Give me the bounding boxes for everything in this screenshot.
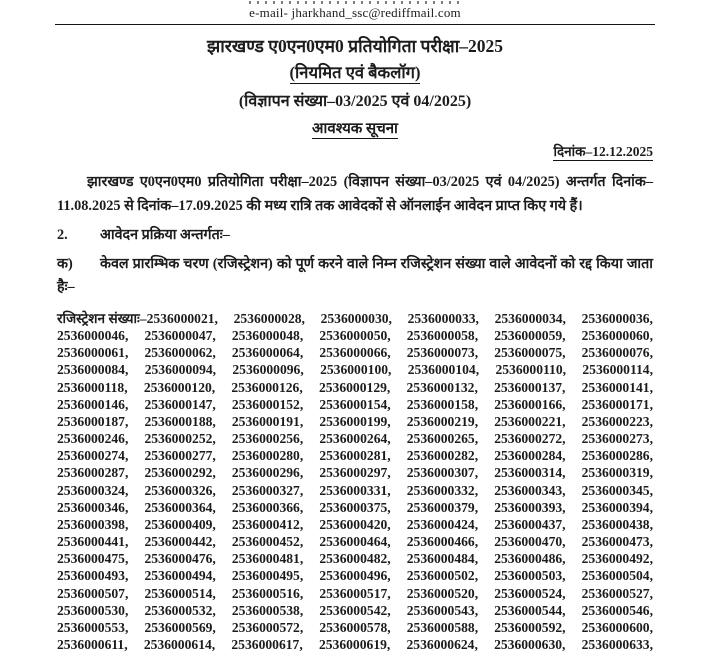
registration-number: 2536000412,: [231, 516, 304, 532]
cropped-top-line-fragment: [249, 1, 461, 4]
registration-number-row: [57, 533, 653, 550]
date-line-text: दिनांक–12.12.2025: [553, 144, 653, 159]
registration-number: 2536000438,: [581, 516, 653, 532]
registration-number: 2536000146,: [57, 396, 129, 412]
registration-number: 2536000252,: [144, 431, 216, 447]
registration-number: 2536000033,: [407, 311, 479, 326]
registration-number: 2536000476,: [144, 551, 216, 567]
header-divider: [55, 24, 655, 25]
registration-number: 2536000050,: [319, 328, 391, 344]
registration-number: 2536000280,: [231, 448, 304, 464]
registration-number: 2536000324,: [57, 482, 129, 498]
registration-number-row: [57, 379, 653, 396]
registration-number: 2536000452,: [231, 534, 304, 550]
registration-number: 2536000527,: [581, 585, 653, 601]
registration-number: 2536000104,: [407, 362, 480, 378]
registration-number-row: [57, 413, 653, 430]
registration-number: 2536000060,: [581, 328, 653, 344]
advertisement-number-line: (विज्ञापन संख्या–03/2025 एवं 04/2025): [238, 93, 472, 110]
registration-number: 2536000502,: [406, 568, 479, 584]
registration-number: 2536000141,: [581, 379, 653, 395]
registration-number: 2536000158,: [406, 396, 479, 412]
registration-number: 2536000424,: [406, 516, 479, 532]
registration-number: 2536000482,: [319, 551, 391, 567]
document-title: झारखण्ड ए0एन0एम0 प्रतियोगिता परीक्षा–2025: [207, 36, 503, 56]
registration-number: 2536000171,: [581, 396, 653, 412]
registration-number: 2536000520,: [406, 585, 479, 601]
registration-number: 2536000614,: [143, 636, 216, 652]
registration-number: 2536000572,: [231, 619, 304, 635]
registration-number: 2536000331,: [319, 482, 391, 498]
registration-number: 2536000064,: [231, 345, 304, 361]
registration-number: 2536000048,: [231, 328, 304, 344]
registration-number: 2536000188,: [144, 413, 216, 429]
registration-number: 2536000611,: [57, 636, 128, 652]
registration-number: 2536000409,: [144, 516, 216, 532]
registration-number: 2536000034,: [494, 311, 566, 326]
notice-heading: [57, 119, 653, 140]
registration-number-row: [57, 396, 653, 413]
registration-number: 2536000437,: [494, 516, 566, 532]
item-ka: [57, 253, 653, 299]
registration-number: 2536000470,: [494, 534, 566, 550]
registration-number: 2536000030,: [320, 311, 392, 326]
registration-number: 2536000199,: [319, 413, 391, 429]
registration-number: 2536000345,: [581, 482, 653, 498]
registration-number: 2536000284,: [494, 448, 566, 464]
registration-number: 2536000100,: [320, 362, 392, 378]
registration-number: 2536000326,: [144, 482, 216, 498]
registration-number: 2536000058,: [406, 328, 479, 344]
registration-number-row: [57, 430, 653, 447]
registration-number: 2536000503,: [494, 568, 566, 584]
registration-number: 2536000066,: [319, 345, 391, 361]
registration-number: 2536000624,: [406, 636, 478, 652]
document-subtitle: [57, 61, 653, 84]
registration-number: 2536000327,: [231, 482, 304, 498]
registration-number: 2536000286,: [581, 448, 653, 464]
registration-number: 2536000569,: [144, 619, 216, 635]
registration-number: 2536000277,: [144, 448, 216, 464]
registration-number-row: [57, 361, 653, 378]
registration-number: 2536000496,: [319, 568, 391, 584]
registration-number-row: [57, 499, 653, 516]
registration-number: 2536000517,: [319, 585, 391, 601]
registration-number: 2536000292,: [144, 465, 216, 481]
registration-number-row: [57, 310, 653, 327]
registration-number: 2536000296,: [231, 465, 304, 481]
registration-number: 2536000364,: [144, 499, 216, 515]
registration-number: 2536000114,: [582, 362, 653, 378]
notice-heading-text: आवश्यक सूचना: [312, 121, 398, 137]
registration-number: 2536000481,: [231, 551, 304, 567]
registration-number: 2536000441,: [57, 534, 129, 550]
registration-number: 2536000118,: [57, 379, 128, 395]
registration-number: 2536000096,: [232, 362, 304, 378]
registration-number: 2536000152,: [231, 396, 304, 412]
registration-number: 2536000076,: [581, 345, 653, 361]
registration-number: 2536000394,: [581, 499, 653, 515]
registration-number-row: [57, 344, 653, 361]
registration-number: 2536000187,: [57, 413, 129, 429]
registration-number: 2536000332,: [406, 482, 479, 498]
registration-number: 2536000120,: [143, 379, 216, 395]
registration-number: 2536000493,: [57, 568, 129, 584]
registration-number: 2536000084,: [57, 362, 129, 378]
registration-number-row: [57, 567, 653, 584]
registration-number: 2536000600,: [581, 619, 653, 635]
registration-number: 2536000046,: [57, 328, 129, 344]
registration-number: 2536000532,: [144, 602, 216, 618]
registration-number: 2536000630,: [494, 636, 566, 652]
registration-number: 2536000442,: [144, 534, 216, 550]
registration-number: 2536000036,: [581, 311, 653, 326]
intro-paragraph: झारखण्ड ए0एन0एम0 प्रतियोगिता परीक्षा–2025 (विज्ञापन संख्या–03/2025 एवं 04/2025) अन्तर्गत दिनांक–11.08.2025 से दिनांक–17.09.2025 की मध्य रात्रि तक आवेदकों से ऑनलाईन आवेदन प्राप्त किए गये हैं।: [57, 174, 653, 214]
registration-number: 2536000075,: [494, 345, 566, 361]
registration-number: 2536000287,: [57, 465, 129, 481]
registration-number-row: [57, 482, 653, 499]
registration-number-row: [57, 516, 653, 533]
registration-numbers: [57, 310, 653, 653]
registration-number: 2536000307,: [406, 465, 479, 481]
registration-number-row: [57, 636, 653, 653]
registration-number: 2536000264,: [319, 431, 391, 447]
registration-number: 2536000073,: [406, 345, 479, 361]
registration-number: 2536000274,: [57, 448, 129, 464]
registration-number-row: [57, 447, 653, 464]
registration-number: 2536000592,: [494, 619, 566, 635]
registration-number: 2536000379,: [406, 499, 479, 515]
registration-number: 2536000047,: [144, 328, 216, 344]
registration-number: 2536000473,: [581, 534, 653, 550]
registration-number: 2536000507,: [57, 585, 129, 601]
registration-number: 2536000028,: [233, 311, 305, 326]
item-ka-label: क): [57, 256, 73, 272]
registration-number: 2536000504,: [581, 568, 653, 584]
registration-number: 2536000524,: [494, 585, 566, 601]
registration-number: 2536000094,: [144, 362, 217, 378]
registration-number: 2536000110,: [495, 362, 567, 378]
registration-number: 2536000061,: [57, 345, 129, 361]
registration-number: 2536000393,: [494, 499, 566, 515]
date-line: [57, 143, 653, 161]
registration-number: 2536000542,: [319, 602, 391, 618]
registration-number: 2536000343,: [494, 482, 566, 498]
registration-number-row: [57, 327, 653, 344]
registration-number: 2536000530,: [57, 602, 129, 618]
registration-number: 2536000516,: [231, 585, 304, 601]
registration-number: 2536000495,: [231, 568, 304, 584]
registration-number-row: [57, 464, 653, 481]
registration-number: 2536000281,: [319, 448, 391, 464]
registration-number: 2536000273,: [581, 431, 653, 447]
registration-number: 2536000272,: [494, 431, 566, 447]
registration-number: 2536000319,: [581, 465, 653, 481]
registration-number: 2536000062,: [144, 345, 216, 361]
registration-number: 2536000420,: [319, 516, 391, 532]
registration-number: 2536000546,: [581, 602, 653, 618]
registration-number: 2536000544,: [494, 602, 566, 618]
registration-number: 2536000538,: [231, 602, 304, 618]
registration-number: 2536000132,: [406, 379, 478, 395]
registration-number-row: [57, 602, 653, 619]
registration-number: 2536000475,: [57, 551, 129, 567]
item-2-number: 2.: [57, 227, 68, 243]
registration-number: 2536000191,: [231, 413, 304, 429]
registration-number: 2536000588,: [406, 619, 479, 635]
registration-number: 2536000619,: [318, 636, 391, 652]
document-subtitle-text: (नियमित एवं बैकलॉग): [289, 63, 421, 82]
registration-number: 2536000494,: [144, 568, 216, 584]
registration-number: 2536000059,: [494, 328, 566, 344]
registration-number: 2536000246,: [57, 431, 129, 447]
registration-number: 2536000553,: [57, 619, 129, 635]
registration-number-row: [57, 585, 653, 602]
registration-number: 2536000617,: [231, 636, 303, 652]
registration-number: 2536000137,: [494, 379, 566, 395]
registration-number: 2536000166,: [494, 396, 566, 412]
registration-number: 2536000219,: [406, 413, 479, 429]
item-2-text: आवेदन प्रक्रिया अन्तर्गतः–: [100, 227, 230, 243]
registration-number: 2536000398,: [57, 516, 129, 532]
registration-number: 2536000221,: [494, 413, 566, 429]
email-line: e-mail- jharkhand_ssc@rediffmail.com: [249, 5, 461, 20]
registration-number: 2536000466,: [406, 534, 479, 550]
registration-number: 2536000375,: [319, 499, 391, 515]
registration-number: 2536000147,: [144, 396, 216, 412]
registration-number: 2536000514,: [144, 585, 216, 601]
registration-number: 2536000578,: [319, 619, 391, 635]
registration-number: 2536000633,: [581, 636, 653, 652]
registration-number: 2536000297,: [319, 465, 391, 481]
registration-number-row: [57, 619, 653, 636]
registration-number: 2536000484,: [406, 551, 479, 567]
registration-number: 2536000366,: [231, 499, 304, 515]
registration-number: 2536000223,: [581, 413, 653, 429]
registration-number: 2536000256,: [231, 431, 304, 447]
item-ka-text: केवल प्रारम्भिक चरण (रजिस्ट्रेशन) को पूर्ण करने वाले निम्न रजिस्ट्रेशन संख्या वाले आवेदनों को रद्द किया जाता हैः–: [57, 256, 653, 295]
registration-number: रजिस्ट्रेशन संख्याः–2536000021,: [57, 311, 218, 326]
registration-number: 2536000282,: [406, 448, 479, 464]
registration-number: 2536000314,: [494, 465, 566, 481]
registration-number: 2536000346,: [57, 499, 129, 515]
registration-number: 2536000265,: [406, 431, 479, 447]
registration-number: 2536000464,: [319, 534, 391, 550]
registration-number: 2536000543,: [406, 602, 479, 618]
registration-number: 2536000126,: [231, 379, 303, 395]
item-2: [57, 224, 653, 247]
registration-number-row: [57, 550, 653, 567]
registration-number: 2536000486,: [494, 551, 566, 567]
registration-number: 2536000154,: [319, 396, 391, 412]
registration-number: 2536000129,: [318, 379, 391, 395]
registration-number: 2536000492,: [581, 551, 653, 567]
